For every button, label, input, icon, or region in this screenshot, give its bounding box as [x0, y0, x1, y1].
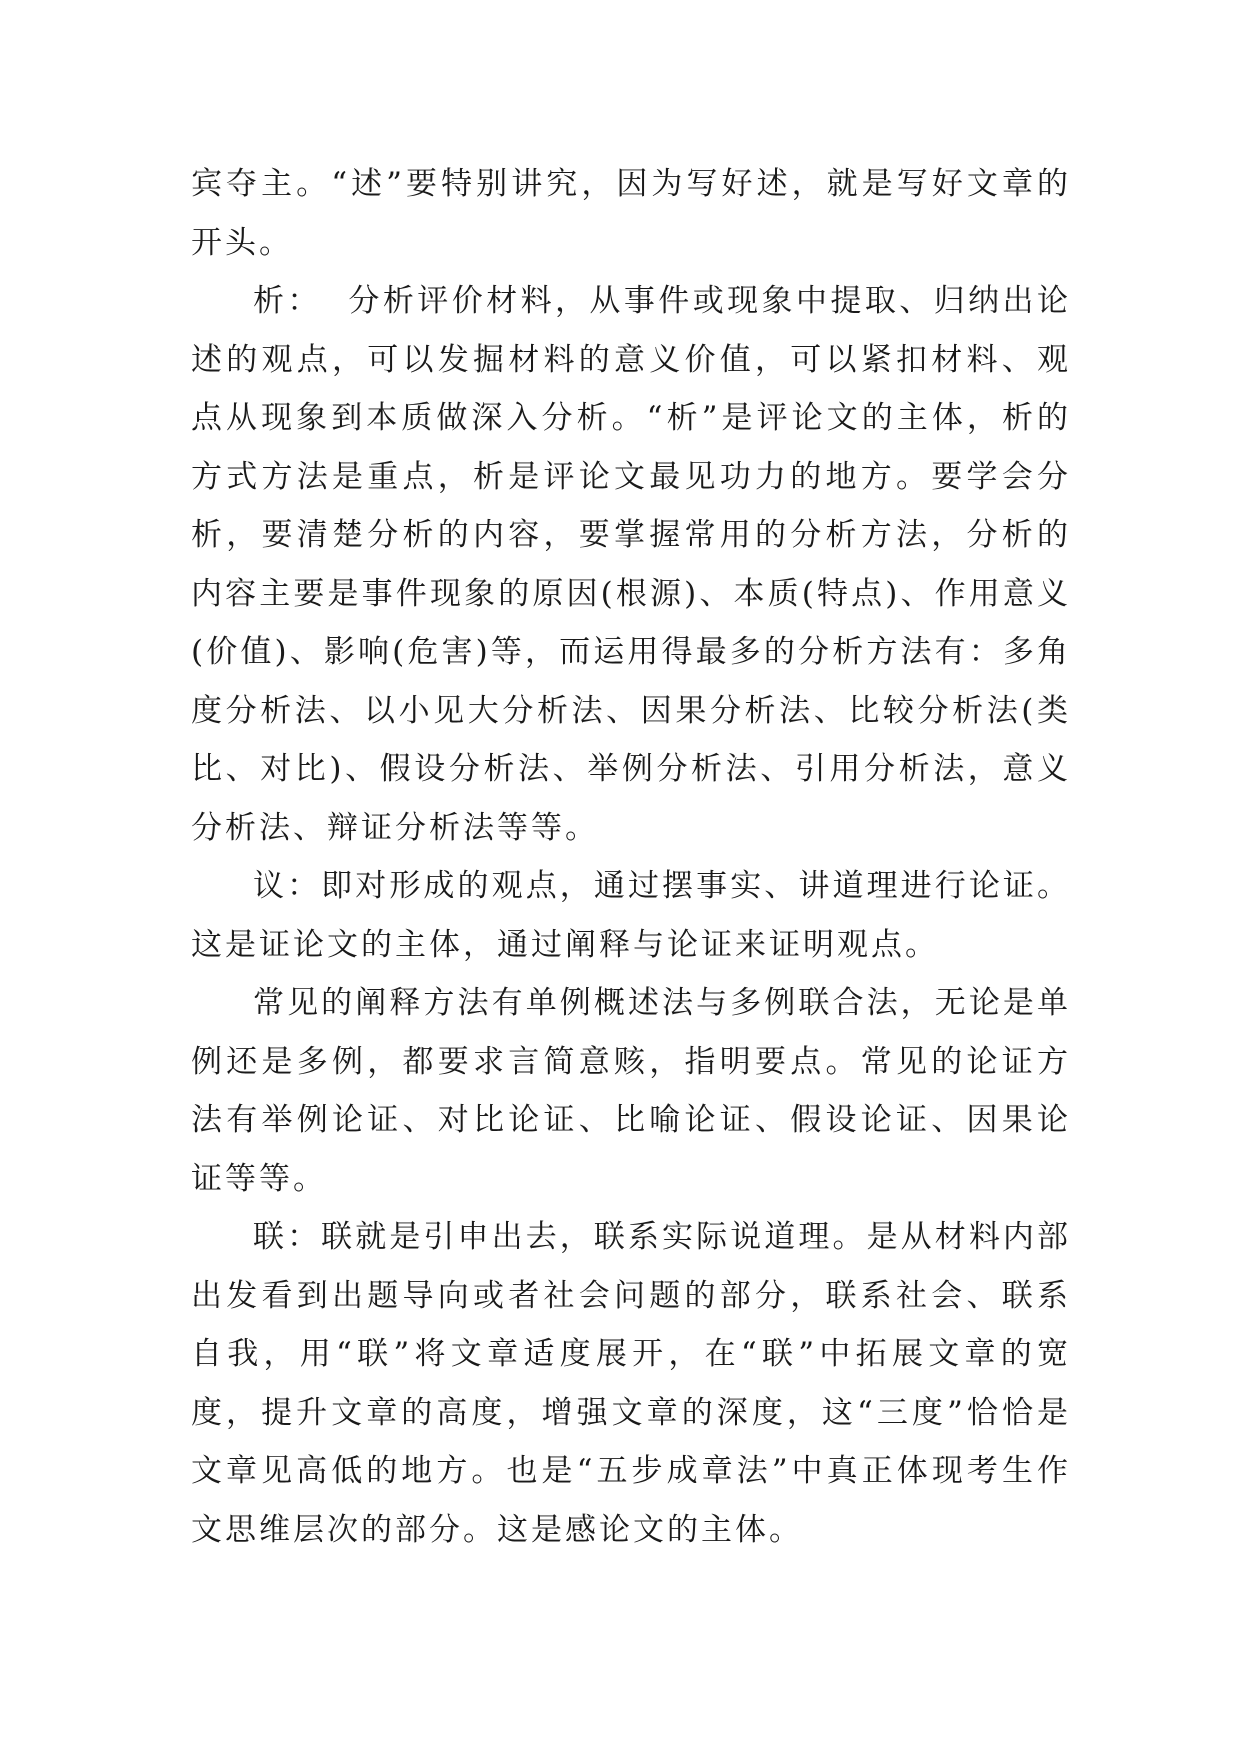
paragraph-lian-connection: 联：联就是引申出去，联系实际说道理。是从材料内部出发看到出题导向或者社会问题的部分，联系社会、联系自我，用“联”将文章适度展开，在“联”中拓展文章的宽度，提升文章的高度，增强文章的深度，这“三度”恰恰是文章见高低的地方。也是“五步成章法”中真正体现考生作文思维层次的部分。这是感论文的主体。 — [191, 1219, 1071, 1548]
paragraph-continuation: 宾夺主。“述”要特别讲究，因为写好述，就是写好文章的开头。 — [191, 166, 1071, 261]
paragraph-yi-argument: 议：即对形成的观点，通过摆事实、讲道理进行论证。这是证论文的主体，通过阐释与论证来证明观点。 — [191, 868, 1071, 963]
paragraph-xi-analysis: 析： 分析评价材料，从事件或现象中提取、归纳出论述的观点，可以发掘材料的意义价值，可以紧扣材料、观点从现象到本质做深入分析。“析”是评论文的主体，析的方式方法是重点，析是评论文最见功力的地方。要学会分析，要清楚分析的内容，要掌握常用的分析方法，分析的内容主要是事件现象的原因(根源)、本质(特点)、作用意义(价值)、影响(危害)等，而运用得最多的分析方法有：多角度分析法、以小见大分析法、因果分析法、比较分析法(类比、对比)、假设分析法、举例分析法、引用分析法，意义分析法、辩证分析法等等。 — [191, 283, 1071, 846]
paragraph-explanation-methods: 常见的阐释方法有单例概述法与多例联合法，无论是单例还是多例，都要求言简意赅，指明要点。常见的论证方法有举例论证、对比论证、比喻论证、假设论证、因果论证等等。 — [191, 985, 1071, 1197]
document-body — [191, 155, 1071, 1559]
